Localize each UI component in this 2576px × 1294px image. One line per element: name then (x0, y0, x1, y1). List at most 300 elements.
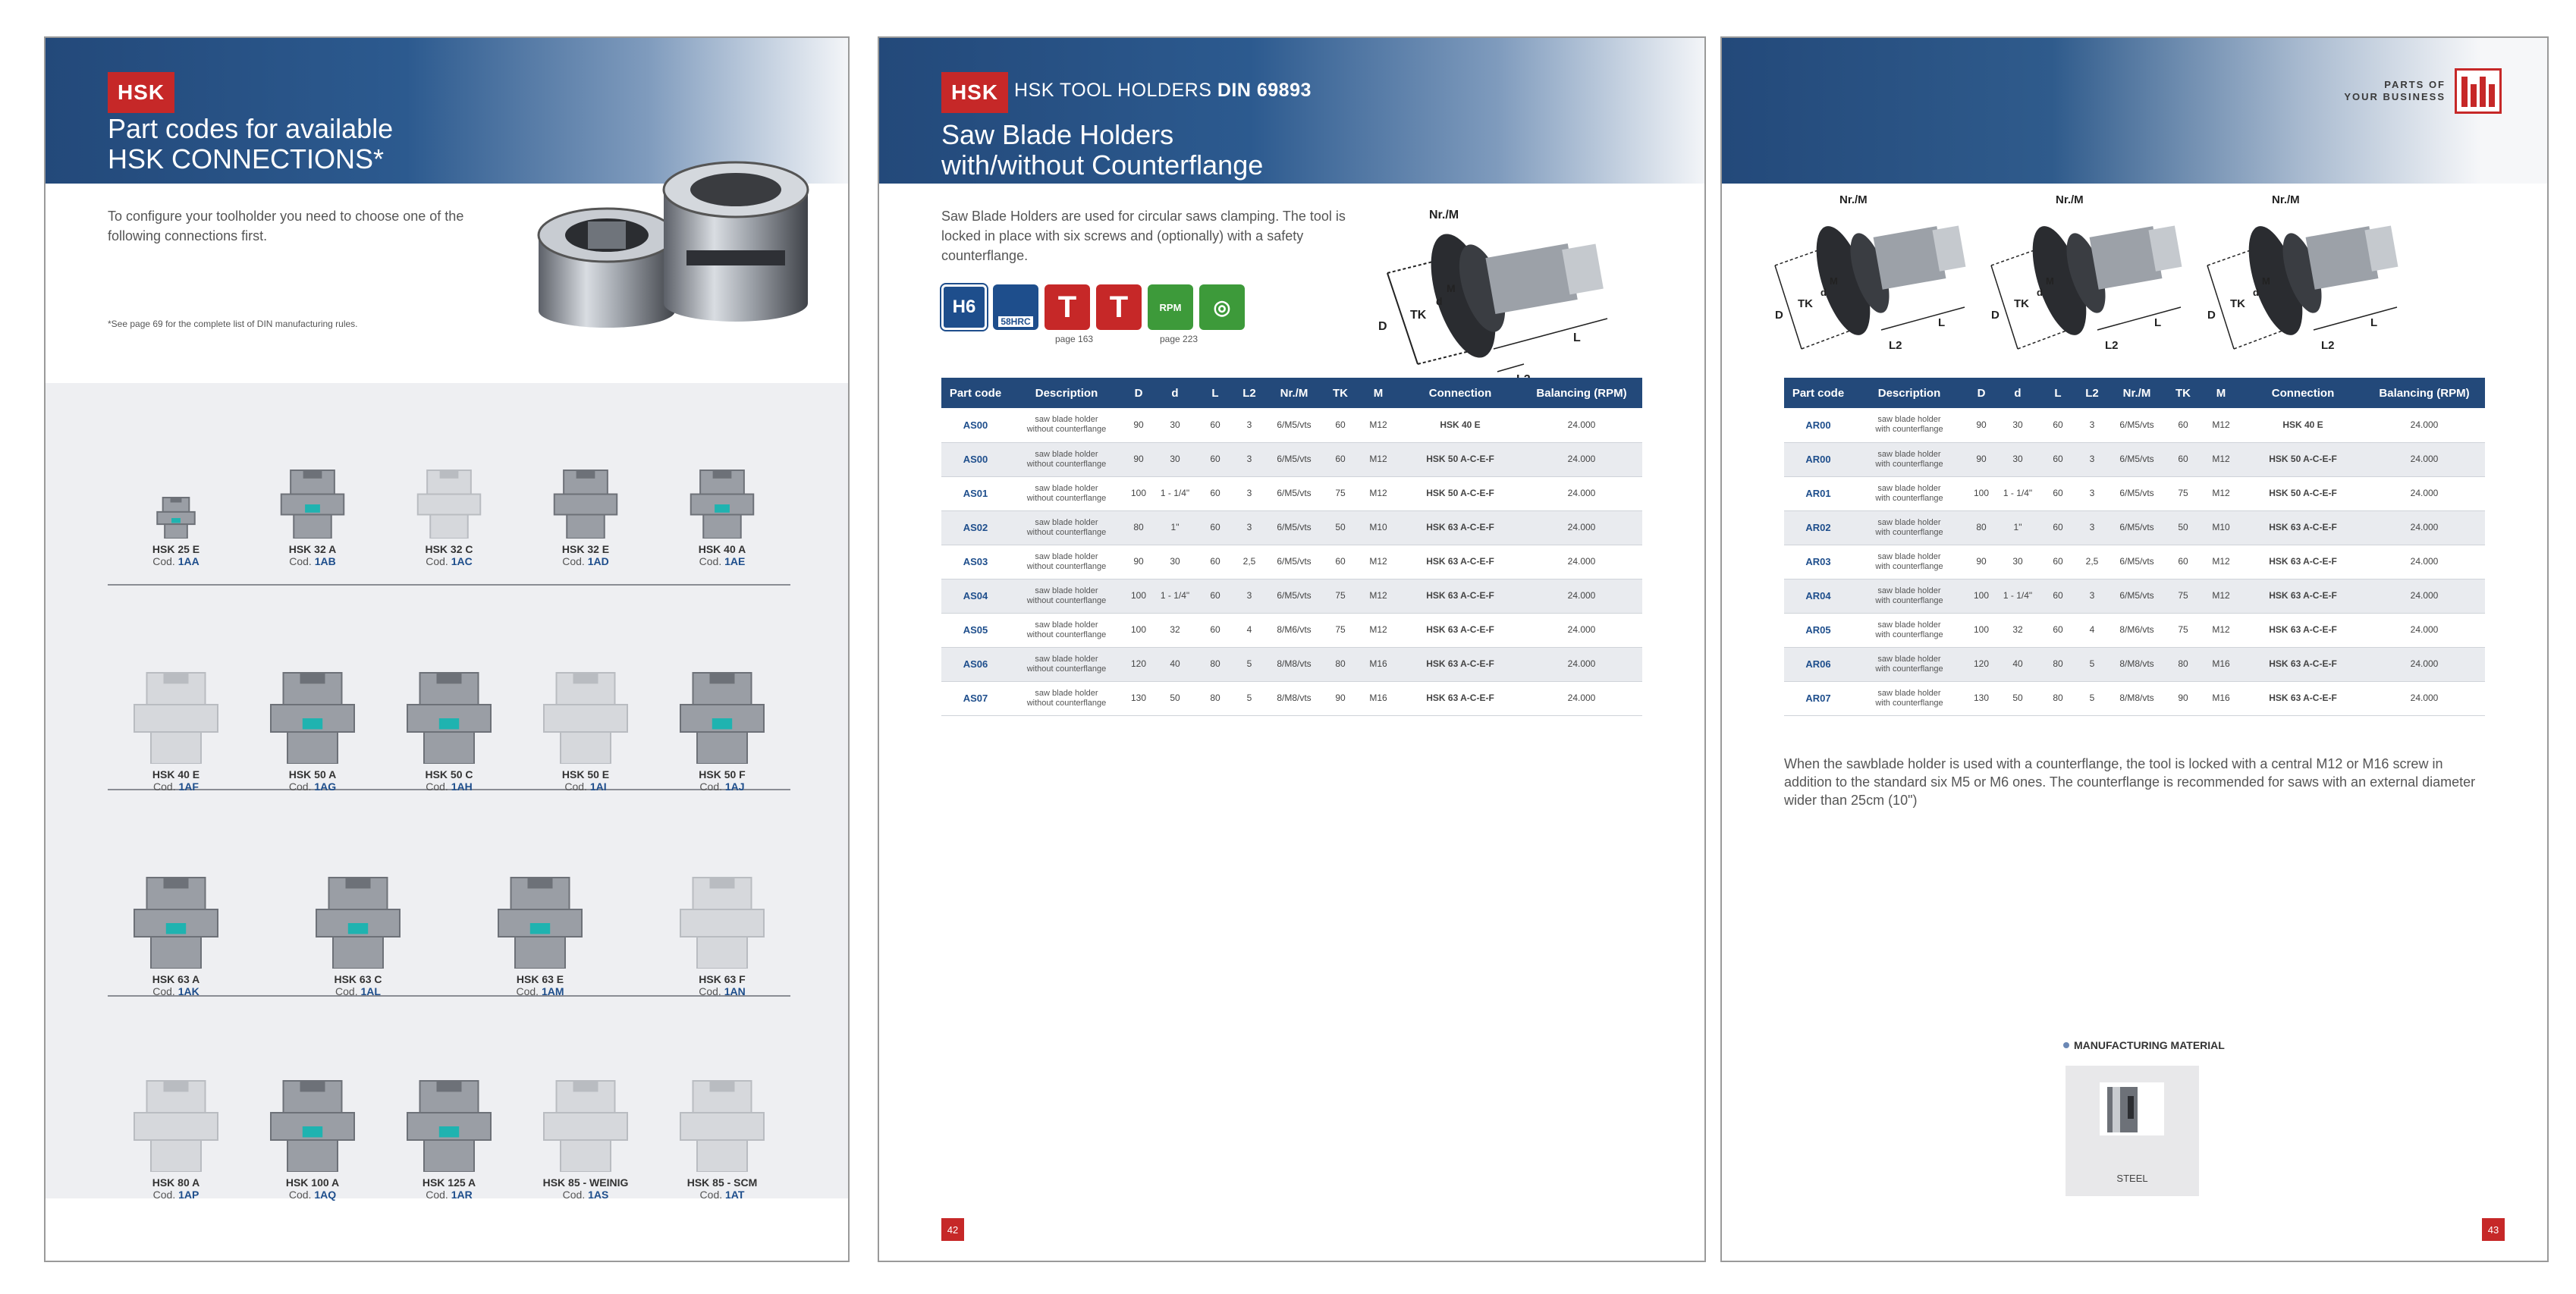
column-header: Description (1852, 378, 1966, 408)
part-code-cell: AR07 (1784, 681, 1852, 715)
connection-name: HSK 63 A (152, 973, 200, 985)
connection-cell: HSK 63 A-C-E-F (2242, 545, 2364, 579)
spec-cell: 5 (2077, 647, 2107, 681)
table-row (1784, 510, 2485, 545)
spec-cell: 100 (1123, 613, 1154, 647)
spec-cell: M16 (1357, 647, 1400, 681)
spec-cell: 90 (1324, 681, 1357, 715)
column-header: Nr./M (2107, 378, 2166, 408)
title-line-2: HSK CONNECTIONS* (108, 143, 385, 174)
spec-cell: 60 (2039, 545, 2077, 579)
spec-cell: M12 (1357, 613, 1400, 647)
table-row (941, 510, 1642, 545)
counterflange-note: When the sawblade holder is used with a counterflange, the tool is locked with a central M12 or M16 screw in addition to the standard six M5 or M6 ones. The counterflange is recommended for saws with an external diameter wider than 25cm (10") (1784, 756, 2476, 808)
description-cell: saw blade holder without counterflange (1010, 613, 1123, 647)
spec-cell: 75 (1324, 476, 1357, 510)
code-value: 1AE (724, 555, 746, 567)
table-row (941, 545, 1642, 579)
part-code-cell: AS05 (941, 613, 1010, 647)
connection-cell: HSK 63 A-C-E-F (2242, 579, 2364, 613)
column-header: Balancing (RPM) (1521, 378, 1642, 408)
column-header: L2 (1234, 378, 1264, 408)
h6-label: H6 (952, 297, 976, 317)
table-row (1784, 579, 2485, 613)
spec-cell: 90 (1966, 408, 1996, 442)
connection-cell: HSK 63 A-C-E-F (2242, 681, 2364, 715)
spec-cell: 1" (1154, 510, 1196, 545)
label-nrm: Nr./M (1429, 209, 1459, 221)
spec-cell: 90 (1123, 442, 1154, 476)
spec-cell: 60 (2039, 408, 2077, 442)
description-cell: saw blade holder without counterflange (1010, 442, 1123, 476)
hsk-connection-image (123, 639, 229, 764)
spec-cell: M12 (2200, 476, 2242, 510)
spec-cell: M12 (1357, 442, 1400, 476)
connection-cell: HSK 50 A-C-E-F (1400, 442, 1521, 476)
hsk-connection-item (525, 639, 646, 793)
hsk-connection-item (388, 432, 510, 567)
spec-cell: 6/M5/vts (1264, 442, 1324, 476)
connection-cell: HSK 63 A-C-E-F (1400, 681, 1521, 715)
spec-cell: 80 (2039, 647, 2077, 681)
spec-cell: 24.000 (1521, 613, 1642, 647)
feature-icons (941, 284, 1245, 330)
hsk-connection-image (532, 432, 639, 539)
connection-code (115, 555, 237, 567)
spec-cell: M12 (2200, 545, 2242, 579)
label-l2: L2 (2321, 339, 2335, 352)
connection-cell: HSK 63 A-C-E-F (1400, 613, 1521, 647)
connection-name: HSK 100 A (285, 1176, 340, 1189)
spec-cell: 90 (1966, 442, 1996, 476)
part-code-cell: AR00 (1784, 442, 1852, 476)
spec-cell: 6/M5/vts (1264, 579, 1324, 613)
material-name: STEEL (2116, 1173, 2148, 1184)
table-row (1784, 613, 2485, 647)
code-value: 1AN (724, 985, 746, 997)
code-prefix: Cod. (562, 555, 588, 567)
column-header: Connection (2242, 378, 2364, 408)
spec-cell: 6/M5/vts (1264, 408, 1324, 442)
spec-cell: 1 - 1/4" (1996, 476, 2039, 510)
spec-cell: 90 (1966, 545, 1996, 579)
spec-cell: 75 (1324, 579, 1357, 613)
title-line-2: with/without Counterflange (941, 149, 1264, 181)
brand-line-1: PARTS OF (2384, 79, 2446, 90)
clamping-t-icon: T (1045, 284, 1090, 330)
spec-cell: 50 (1996, 681, 2039, 715)
description-cell: saw blade holder without counterflange (1010, 476, 1123, 510)
description-cell: saw blade holder with counterflange (1852, 681, 1966, 715)
label-tk: TK (2230, 297, 2245, 310)
table-row (941, 442, 1642, 476)
spec-cell: M12 (1357, 545, 1400, 579)
page-title (108, 114, 393, 174)
column-header: M (1357, 378, 1400, 408)
hsk-connection-image (669, 639, 775, 764)
spec-cell: M12 (2200, 408, 2242, 442)
counterflange-diagram (2200, 190, 2427, 372)
label-tk: TK (1798, 297, 1813, 310)
code-prefix: Cod. (699, 555, 725, 567)
label-nrm: Nr./M (1839, 193, 1868, 206)
connection-cell: HSK 63 A-C-E-F (2242, 510, 2364, 545)
spec-cell: 24.000 (1521, 510, 1642, 545)
spec-cell: 8/M8/vts (1264, 681, 1324, 715)
connection-code (252, 780, 373, 793)
page-number: 43 (2482, 1218, 2505, 1241)
spec-cell: 75 (2166, 579, 2200, 613)
label-small-d: d (1436, 295, 1443, 307)
spec-cell: 80 (1324, 647, 1357, 681)
spec-cell: 60 (2039, 510, 2077, 545)
spec-cell: 3 (2077, 510, 2107, 545)
column-header: D (1966, 378, 1996, 408)
coolant-icon: ◎ (1199, 284, 1245, 330)
hsk-connection-item (479, 843, 601, 997)
spec-cell: 6/M5/vts (1264, 510, 1324, 545)
spec-cell: 5 (2077, 681, 2107, 715)
connection-code (525, 1189, 646, 1201)
spec-cell: 6/M5/vts (2107, 476, 2166, 510)
code-value: 1AI (589, 780, 607, 793)
code-value: 1AM (541, 985, 564, 997)
spec-cell: 75 (1324, 613, 1357, 647)
spec-cell: 80 (2166, 647, 2200, 681)
spec-cell: 60 (1324, 408, 1357, 442)
spec-cell: 60 (1196, 476, 1234, 510)
spec-cell: 30 (1996, 408, 2039, 442)
label-l: L (1573, 331, 1581, 344)
spec-cell: 24.000 (2364, 408, 2485, 442)
column-header: L (2039, 378, 2077, 408)
spec-cell: 3 (2077, 442, 2107, 476)
brand-block (2344, 68, 2502, 114)
label-d: D (1775, 309, 1783, 322)
description-cell: saw blade holder with counterflange (1852, 613, 1966, 647)
spec-cell: 75 (2166, 613, 2200, 647)
code-value: 1AH (451, 780, 473, 793)
description-cell: saw blade holder with counterflange (1852, 647, 1966, 681)
connection-code (297, 985, 419, 997)
connection-cell: HSK 40 E (2242, 408, 2364, 442)
table-row (941, 579, 1642, 613)
spec-cell: 24.000 (1521, 647, 1642, 681)
spec-cell: 120 (1123, 647, 1154, 681)
label-l: L (2370, 316, 2378, 329)
spec-cell: 3 (1234, 476, 1264, 510)
hardness-icon (993, 284, 1038, 330)
hsk-connection-image (123, 843, 229, 969)
hsk-connection-item (252, 1047, 373, 1201)
hsk-connection-image (305, 843, 411, 969)
counterflange-diagram (1767, 190, 1995, 372)
code-prefix: Cod. (426, 780, 451, 793)
hsk-connection-item (388, 1047, 510, 1201)
code-value: 1AC (451, 555, 473, 567)
page-header (1722, 38, 2547, 184)
title-line-1: Part codes for available (108, 113, 394, 144)
connection-code (115, 985, 237, 997)
label-d: D (2207, 309, 2216, 322)
hsk-connection-image (259, 639, 366, 764)
spec-cell: 50 (2166, 510, 2200, 545)
connection-name: HSK 32 E (561, 543, 610, 555)
column-header: Connection (1400, 378, 1521, 408)
code-prefix: Cod. (289, 555, 315, 567)
table-row (941, 408, 1642, 442)
description-cell: saw blade holder without counterflange (1010, 647, 1123, 681)
hsk-connection-item (661, 843, 783, 997)
spec-cell: 60 (2166, 442, 2200, 476)
spec-cell: 60 (2039, 613, 2077, 647)
spec-cell: 4 (1234, 613, 1264, 647)
spec-cell: 24.000 (2364, 579, 2485, 613)
table-row (941, 476, 1642, 510)
rpm-balancing-icon (1148, 284, 1193, 330)
hsk-connection-image (396, 432, 502, 539)
part-code-cell: AR02 (1784, 510, 1852, 545)
hsk-connection-image (396, 1047, 502, 1172)
column-header: M (2200, 378, 2242, 408)
hsk-connection-item (525, 1047, 646, 1201)
rpm-label: RPM (1159, 301, 1182, 313)
specs-table-with-counterflange (1784, 378, 2485, 716)
label-nrm: Nr./M (2272, 193, 2300, 206)
spec-cell: 1 - 1/4" (1154, 579, 1196, 613)
hsk-tag: HSK (108, 72, 174, 113)
hsk-connection-image (669, 1047, 775, 1172)
spec-cell: 60 (1196, 613, 1234, 647)
catalog-page-hsk-connections (44, 36, 850, 1262)
page-ref-223: page 223 (1160, 334, 1198, 344)
description-cell: saw blade holder with counterflange (1852, 442, 1966, 476)
spec-cell: 3 (2077, 408, 2107, 442)
code-value: 1AG (314, 780, 337, 793)
spec-cell: 60 (2039, 476, 2077, 510)
spec-cell: 1 - 1/4" (1154, 476, 1196, 510)
part-code-cell: AR05 (1784, 613, 1852, 647)
spec-cell: 75 (2166, 476, 2200, 510)
spec-cell: 8/M6/vts (2107, 613, 2166, 647)
h6-tolerance-icon (941, 284, 987, 330)
hsk-connection-item (297, 843, 419, 997)
spec-cell: 30 (1154, 442, 1196, 476)
hsk-connection-item (661, 432, 783, 567)
hrc-label: 58HRC (998, 316, 1032, 327)
part-code-cell: AS00 (941, 442, 1010, 476)
connection-code (479, 985, 601, 997)
spec-cell: 2,5 (2077, 545, 2107, 579)
spec-cell: 90 (1123, 408, 1154, 442)
hsk-connection-image (487, 843, 593, 969)
column-header: Part code (1784, 378, 1852, 408)
connection-name: HSK 80 A (152, 1176, 200, 1189)
spec-cell: 24.000 (1521, 476, 1642, 510)
subtitle-din: DIN 69893 (1217, 80, 1312, 101)
spec-cell: 32 (1996, 613, 2039, 647)
hsk-connection-image (123, 432, 229, 539)
spec-cell: 30 (1996, 442, 2039, 476)
part-code-cell: AR03 (1784, 545, 1852, 579)
table-header-row (941, 378, 1642, 408)
connection-name: HSK 85 - SCM (686, 1176, 758, 1189)
column-header: L2 (2077, 378, 2107, 408)
spec-cell: M10 (2200, 510, 2242, 545)
code-prefix: Cod. (426, 1189, 451, 1201)
connection-name: HSK 63 F (699, 973, 746, 985)
connection-cell: HSK 63 A-C-E-F (2242, 613, 2364, 647)
connection-code (252, 555, 373, 567)
hsk-connection-image (669, 843, 775, 969)
connection-name: HSK 85 - WEINIG (542, 1176, 629, 1189)
product-description: Saw Blade Holders are used for circular saws clamping. The tool is locked in place with six screws and (optionally) with a safety counterflange. (941, 209, 1346, 263)
connection-name: HSK 50 E (561, 768, 610, 780)
spec-cell: 32 (1154, 613, 1196, 647)
connection-code (661, 555, 783, 567)
code-value: 1AD (587, 555, 609, 567)
company-logo (2455, 68, 2502, 114)
code-value: 1AF (178, 780, 199, 793)
spec-cell: 6/M5/vts (2107, 579, 2166, 613)
label-l: L (2154, 316, 2162, 329)
spec-cell: 24.000 (1521, 579, 1642, 613)
column-header: Balancing (RPM) (2364, 378, 2485, 408)
label-tk: TK (2014, 297, 2029, 310)
spec-cell: M12 (1357, 579, 1400, 613)
connection-name: HSK 25 E (152, 543, 200, 555)
code-prefix: Cod. (153, 780, 179, 793)
code-value: 1AQ (314, 1189, 337, 1201)
connection-code (388, 1189, 510, 1201)
spec-cell: M12 (1357, 408, 1400, 442)
label-nrm: Nr./M (2056, 193, 2084, 206)
spec-cell: 24.000 (1521, 681, 1642, 715)
spec-cell: 60 (2166, 408, 2200, 442)
spec-cell: 50 (1324, 510, 1357, 545)
connection-code (525, 780, 646, 793)
material-heading-text: MANUFACTURING MATERIAL (2074, 1039, 2225, 1051)
hsk-connection-image (259, 1047, 366, 1172)
spec-cell: 24.000 (2364, 510, 2485, 545)
connection-code (388, 555, 510, 567)
intro-text: To configure your toolholder you need to choose one of the following connections first. (108, 209, 464, 243)
spec-cell: 3 (2077, 579, 2107, 613)
spec-cell: 30 (1996, 545, 2039, 579)
connection-code (115, 1189, 237, 1201)
code-value: 1AB (314, 555, 336, 567)
code-prefix: Cod. (699, 1189, 726, 1201)
connection-cell: HSK 40 E (1400, 408, 1521, 442)
hsk-connection-image (396, 639, 502, 764)
spec-cell: 1 - 1/4" (1996, 579, 2039, 613)
spec-cell: 24.000 (2364, 647, 2485, 681)
hsk-connection-item (115, 843, 237, 997)
label-tk: TK (1410, 309, 1427, 322)
spec-cell: 130 (1966, 681, 1996, 715)
spec-cell: 3 (1234, 408, 1264, 442)
part-code-cell: AS00 (941, 408, 1010, 442)
hsk-connection-image (123, 1047, 229, 1172)
clamping-t-alt-icon: T (1096, 284, 1142, 330)
spec-cell: 8/M8/vts (2107, 681, 2166, 715)
description-cell: saw blade holder with counterflange (1852, 408, 1966, 442)
spec-cell: 8/M6/vts (1264, 613, 1324, 647)
hsk-connection-item (115, 1047, 237, 1201)
connection-name: HSK 63 E (516, 973, 564, 985)
connection-name: HSK 50 F (699, 768, 746, 780)
page-header (879, 38, 1704, 184)
spec-cell: 6/M5/vts (2107, 442, 2166, 476)
spec-cell: 60 (1324, 442, 1357, 476)
spec-cell: 3 (1234, 510, 1264, 545)
spec-cell: 8/M8/vts (2107, 647, 2166, 681)
code-value: 1AK (177, 985, 199, 997)
subtitle-text: HSK TOOL HOLDERS (1014, 80, 1212, 101)
description-cell: saw blade holder with counterflange (1852, 545, 1966, 579)
label-l2: L2 (1889, 339, 1902, 352)
spec-cell: 100 (1966, 476, 1996, 510)
page-ref-163: page 163 (1055, 334, 1094, 344)
spec-cell: 5 (1234, 681, 1264, 715)
code-value: 1AP (178, 1189, 199, 1201)
bullet-icon (2063, 1042, 2069, 1048)
connection-cell: HSK 50 A-C-E-F (2242, 476, 2364, 510)
spec-cell: 24.000 (1521, 545, 1642, 579)
footnote: *See page 69 for the complete list of DIN manufacturing rules. (108, 319, 358, 329)
connection-name: HSK 32 C (425, 543, 473, 555)
code-prefix: Cod. (699, 780, 725, 793)
label-m: M (1447, 282, 1456, 294)
part-code-cell: AR01 (1784, 476, 1852, 510)
connection-cell: HSK 63 A-C-E-F (1400, 545, 1521, 579)
spec-cell: 80 (2039, 681, 2077, 715)
spec-cell: 24.000 (2364, 681, 2485, 715)
spec-cell: 24.000 (2364, 442, 2485, 476)
counterflange-diagram (1984, 190, 2211, 372)
spec-cell: 1" (1996, 510, 2039, 545)
page-number: 42 (941, 1218, 964, 1241)
connection-name: HSK 40 E (152, 768, 200, 780)
spec-cell: 100 (1123, 579, 1154, 613)
spec-cell: M12 (2200, 613, 2242, 647)
connection-name: HSK 50 C (425, 768, 473, 780)
table-row (1784, 647, 2485, 681)
spec-cell: M16 (2200, 681, 2242, 715)
label-m: M (1830, 275, 1838, 287)
label-m: M (2046, 275, 2054, 287)
code-prefix: Cod. (699, 985, 724, 997)
connection-code (661, 985, 783, 997)
table-row (1784, 442, 2485, 476)
connection-cell: HSK 63 A-C-E-F (1400, 647, 1521, 681)
spec-cell: M12 (2200, 442, 2242, 476)
code-value: 1AL (360, 985, 381, 997)
label-d: D (1991, 309, 2000, 322)
label-small-d: d (1820, 287, 1827, 298)
spec-cell: 5 (1234, 647, 1264, 681)
spec-cell: 6/M5/vts (2107, 408, 2166, 442)
label-l: L (1938, 316, 1946, 329)
column-header: Description (1010, 378, 1123, 408)
connection-name: HSK 125 A (422, 1176, 476, 1189)
spec-cell: 60 (2166, 545, 2200, 579)
code-value: 1AT (725, 1189, 745, 1201)
hsk-connection-image (669, 432, 775, 539)
hsk-connection-item (115, 639, 237, 793)
spec-cell: 60 (1196, 408, 1234, 442)
table-row (941, 613, 1642, 647)
